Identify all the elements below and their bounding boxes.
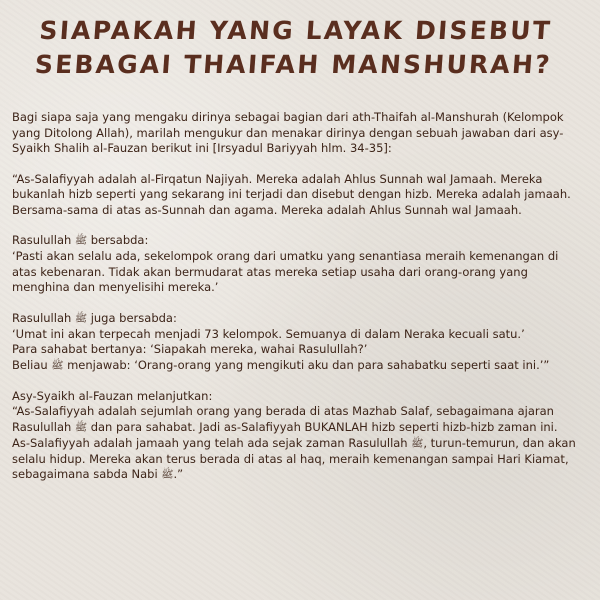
hadith-2-question: Para sahabat bertanya: ‘Siapakah mereka, wahai Rasulullah?’ — [12, 342, 368, 356]
article-body — [12, 110, 578, 483]
hadith-1 — [12, 233, 578, 296]
hadith-2-text: ‘Umat ini akan terpecah menjadi 73 kelompok. Semuanya di dalam Neraka kecuali satu.’ — [12, 326, 525, 341]
saw-symbol: ﷺ — [51, 360, 64, 371]
quote-text: “As-Salafiyyah adalah al-Firqatun Najiyah. Mereka adalah Ahlus Sunnah wal Jamaah. Mereka bukanlah hizb seperti yang sekarang ini terjadi dan disebut dengan hizb. Mereka adalah jamaah. Bersama-sama di atas as-Sunnah dan agama. Mereka adalah Ahlus Sunnah wal Jamaah. — [12, 171, 571, 217]
closing-part-4: .” — [173, 467, 184, 481]
hadith-2-answer — [12, 358, 578, 374]
saw-symbol: ﷺ — [74, 422, 88, 433]
page-title — [9, 0, 581, 82]
hadith-2-answer-subject: Beliau — [12, 357, 48, 372]
saw-symbol: ﷺ — [74, 235, 88, 247]
saw-symbol: ﷺ — [74, 313, 88, 324]
closing-paragraph — [12, 389, 578, 484]
hadith-2 — [12, 311, 578, 374]
intro-paragraph — [12, 110, 578, 157]
closing-part-1: “As-Salafiyyah adalah sejumlah orang yang berada di atas Mazhab Salaf, sebagaimana ajaran Rasulullah — [12, 404, 554, 434]
hadith-1-speaker — [12, 233, 578, 249]
saw-symbol: ﷺ — [161, 469, 174, 481]
closing-part-2: dan para sahabat. Jadi as-Salafiyyah BUKANLAH hizb seperti hizb-hizb zaman ini. As-Salafiyyah adalah jamaah yang telah ada sejak zaman Rasulullah — [12, 419, 558, 450]
hadith-2-speaker-verb: juga bersabda: — [90, 310, 177, 325]
hadith-1-text: ‘Pasti akan selalu ada, sekelompok orang dari umatku yang senantiasa meraih kemenangan di atas kebenaran. Tidak akan bermudarat atas mereka setiap usaha dari orang-orang yang menghina dan menyelisihi mereka.’ — [12, 249, 559, 294]
hadith-1-speaker-verb: bersabda: — [90, 233, 149, 247]
saw-symbol: ﷺ — [411, 438, 424, 449]
intro-text: Bagi siapa saja yang mengaku dirinya sebagai bagian dari ath-Thaifah al-Manshurah (Kelompok yang Ditolong Allah), marilah mengukur dan menakar dirinya dengan sebuah jawaban dari asy-Syaikh Shalih al-Fauzan berikut ini [Irsyadul Bariyyah hlm. 34-35]: — [12, 110, 564, 155]
hadith-1-speaker-name: Rasulullah — [12, 233, 72, 247]
quote-paragraph — [12, 172, 578, 219]
closing-part-3: , turun-temurun, dan akan selalu hidup. Mereka akan terus berada di atas al haq, meraih kemenangan sampai Hari Kiamat, sebagaimana sabda Nabi — [12, 435, 576, 481]
title-line-2: SEBAGAI THAIFAH MANSHURAH? — [33, 50, 553, 79]
closing-text — [12, 404, 578, 483]
hadith-2-speaker — [12, 311, 578, 327]
title-line-1: SIAPAKAH YANG LAYAK DISEBUT — [38, 16, 554, 45]
hadith-2-answer-text: menjawab: ‘Orang-orang yang mengikuti aku dan para sahabatku seperti saat ini.’” — [67, 357, 550, 372]
hadith-2-speaker-name: Rasulullah — [12, 310, 72, 325]
closing-heading: Asy-Syaikh al-Fauzan melanjutkan: — [12, 388, 213, 403]
